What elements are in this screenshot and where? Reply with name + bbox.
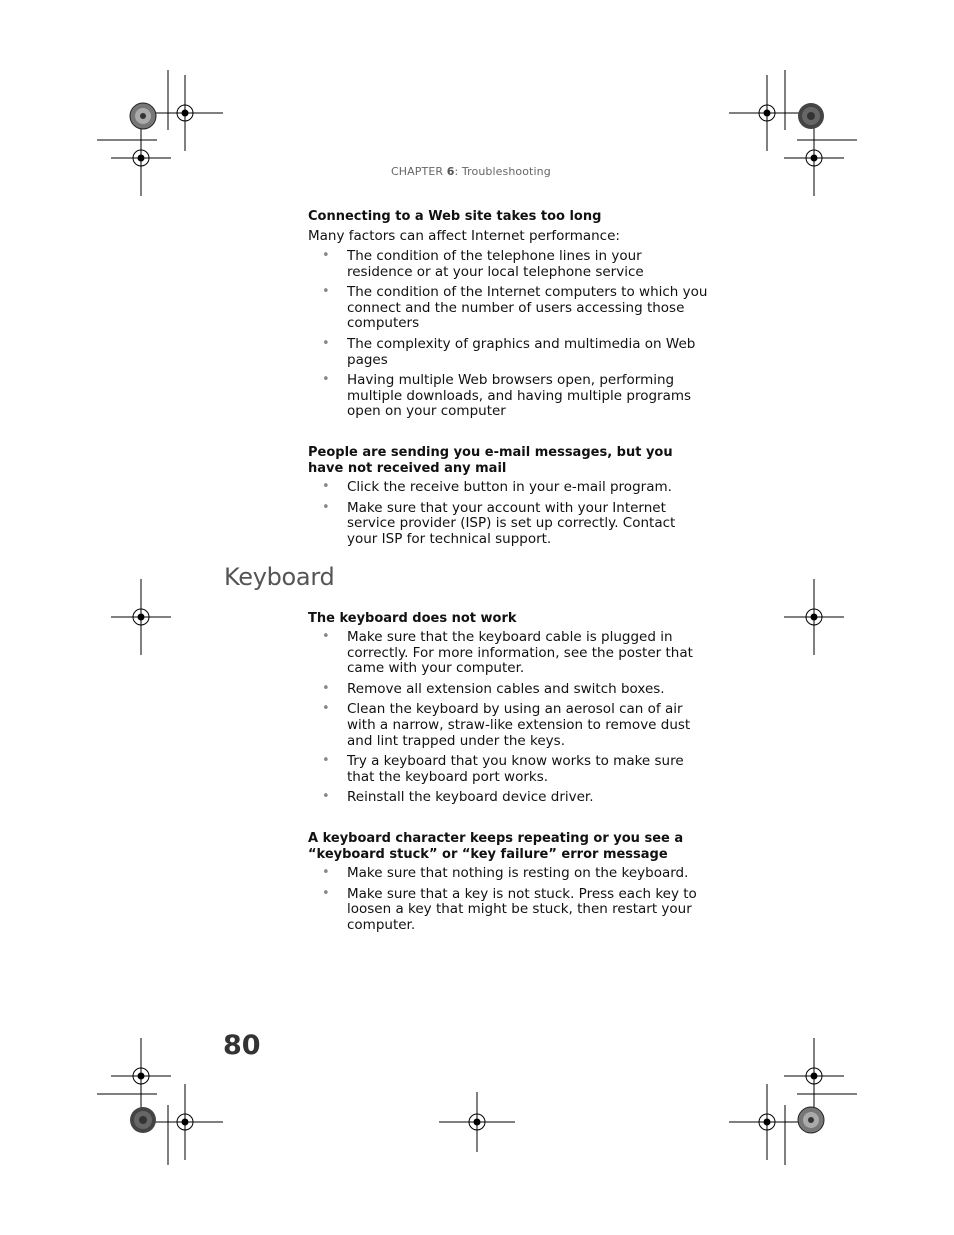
list-item: • The condition of the Internet computers to which you connect and the number of users accessing those computers xyxy=(322,284,708,332)
bullet-icon: • xyxy=(322,248,330,263)
chapter-number: 6 xyxy=(446,165,455,178)
subheading-key-repeating: A keyboard character keeps repeating or you see a “keyboard stuck” or “key failure” error message xyxy=(308,830,684,862)
list-item: • Try a keyboard that you know works to make sure that the keyboard port works. xyxy=(322,753,684,785)
list-item: • Remove all extension cables and switch boxes. xyxy=(322,680,665,697)
bullet-list-keyboard-not-work xyxy=(308,630,708,806)
subheading-no-mail: People are sending you e-mail messages, but you have not received any mail xyxy=(308,444,673,476)
bullet-icon: • xyxy=(322,753,330,769)
chapter-label: CHAPTER xyxy=(391,165,444,178)
bullet-icon: • xyxy=(322,680,330,696)
list-item: • Reinstall the keyboard device driver. xyxy=(322,789,594,806)
keyboard-troubleshooting xyxy=(308,611,708,938)
list-item: • Click the receive button in your e-mail program. xyxy=(322,478,672,495)
list-item: • Make sure that nothing is resting on the keyboard. xyxy=(322,864,689,881)
density-disk-icon xyxy=(130,1107,156,1133)
intro-paragraph: Many factors can affect Internet performance: xyxy=(308,228,620,244)
list-item: • Make sure that the keyboard cable is plugged in correctly. For more information, see the poster that came with your computer. xyxy=(322,629,693,677)
list-item: • Make sure that your account with your Internet service provider (ISP) is set up correctly. Contact your ISP for technical support. xyxy=(322,499,676,547)
bullet-icon: • xyxy=(322,499,330,515)
bullet-list-slow-website xyxy=(308,249,708,420)
registration-target-icon xyxy=(111,579,171,655)
list-item: • The condition of the telephone lines in your residence or at your local telephone service xyxy=(322,248,644,280)
page-number: 80 xyxy=(223,1030,261,1061)
registration-target-icon xyxy=(784,579,844,655)
list-item: • Clean the keyboard by using an aerosol can of air with a narrow, straw-like extension to remove dust and lint trapped under the keys. xyxy=(322,701,691,749)
density-disk-icon xyxy=(798,1107,824,1133)
registration-target-icon xyxy=(784,120,844,196)
registration-target-icon xyxy=(147,1084,223,1160)
registration-target-icon xyxy=(111,1038,171,1114)
internet-troubleshooting xyxy=(308,209,708,552)
bullet-icon: • xyxy=(322,284,330,300)
bullet-icon: • xyxy=(322,701,330,717)
registration-target-icon xyxy=(111,120,171,196)
running-header xyxy=(391,165,551,178)
list-item: • Having multiple Web browsers open, performing multiple downloads, and having multiple programs open on your computer xyxy=(322,372,692,420)
bullet-list-key-repeating xyxy=(308,866,708,933)
registration-target-icon xyxy=(147,75,223,151)
bullet-icon: • xyxy=(322,629,330,644)
subheading-keyboard-not-work: The keyboard does not work xyxy=(308,611,517,626)
registration-target-icon xyxy=(729,1084,805,1160)
density-disk-icon xyxy=(130,103,156,129)
registration-target-icon xyxy=(729,75,805,151)
chapter-title: : Troubleshooting xyxy=(454,165,551,178)
bullet-icon: • xyxy=(322,372,330,388)
bullet-icon: • xyxy=(322,885,330,901)
list-item: • The complexity of graphics and multimedia on Web pages xyxy=(322,335,696,368)
list-item: • Make sure that a key is not stuck. Press each key to loosen a key that might be stuck, then restart your computer. xyxy=(322,885,697,933)
section-title-keyboard: Keyboard xyxy=(224,563,335,591)
density-disk-icon xyxy=(798,103,824,129)
bullet-list-no-mail xyxy=(308,480,708,547)
bullet-icon: • xyxy=(322,335,330,351)
bullet-icon: • xyxy=(322,789,330,805)
bullet-icon: • xyxy=(322,864,330,880)
subheading-slow-website: Connecting to a Web site takes too long xyxy=(308,209,602,224)
registration-target-icon xyxy=(784,1038,844,1114)
bullet-icon: • xyxy=(322,478,330,494)
registration-target-icon xyxy=(439,1092,515,1152)
